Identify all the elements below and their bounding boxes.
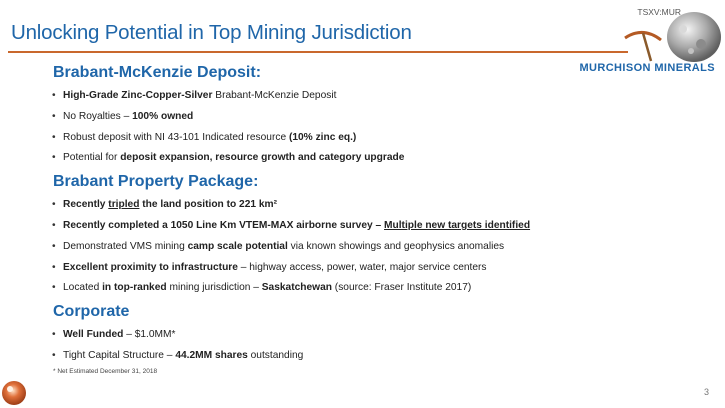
bullet-text: Recently completed a 1050 Line Km VTEM-MAX airborne survey – — [63, 219, 385, 231]
bullet-text: Saskatchewan — [261, 282, 332, 294]
bullet-text: in top-ranked — [102, 282, 167, 294]
bullet-item — [53, 195, 685, 216]
pickaxe-icon — [621, 28, 665, 62]
bullet-text: 44.2MM shares — [175, 349, 248, 361]
section-heading: Brabant Property Package: — [53, 173, 259, 191]
bullet-list — [53, 195, 685, 299]
section-heading: Brabant-McKenzie Deposit: — [53, 64, 262, 81]
bullet-item — [53, 237, 685, 258]
bullet-text: High-Grade Zinc-Copper-Silver — [63, 90, 213, 101]
bullet-item — [53, 346, 685, 367]
ticker-symbol: TSXV:MUR — [637, 7, 681, 17]
ore-rock-icon — [661, 7, 723, 65]
bullet-text: via known showings and geophysics anomalies — [287, 240, 505, 252]
bullet-list — [53, 86, 685, 169]
bullet-text: (10% zinc eq.) — [288, 131, 357, 143]
slide-content — [53, 64, 685, 371]
bullet-text: – $1.0MM* — [123, 329, 176, 341]
bullet-text: Recently — [63, 199, 109, 211]
bullet-text: Brabant-McKenzie Deposit — [212, 90, 337, 101]
bullet-text: Potential for — [63, 152, 121, 164]
bullet-text: No Royalties – — [63, 110, 133, 122]
bullet-text: (source: Fraser Institute 2017) — [331, 282, 472, 294]
bullet-text: Demonstrated VMS mining — [63, 240, 188, 252]
bullet-item — [53, 128, 685, 149]
footnote: * Net Estimated December 31, 2018 — [53, 368, 158, 375]
bullet-item — [53, 325, 685, 346]
bullet-text: 100% owned — [132, 110, 194, 122]
bullet-item — [53, 86, 685, 107]
bullet-text: Tight Capital Structure – — [63, 349, 176, 361]
bullet-text: – highway access, power, water, major service centers — [237, 261, 487, 273]
section-heading: Corporate — [53, 303, 130, 321]
bullet-text: outstanding — [247, 349, 304, 361]
bullet-item — [53, 258, 685, 279]
page-number: 3 — [703, 387, 709, 397]
slide-title: Unlocking Potential in Top Mining Jurisdiction — [11, 21, 412, 44]
bullet-text: Excellent proximity to infrastructure — [63, 261, 238, 273]
title-underline — [8, 51, 628, 53]
bullet-text: Well Funded — [63, 329, 124, 341]
bullet-text: the land position to 221 km² — [139, 199, 277, 211]
bullet-list — [53, 325, 685, 367]
bullet-text: deposit expansion, resource growth and category upgrade — [120, 152, 405, 164]
bullet-item — [53, 107, 685, 128]
bullet-text: mining jurisdiction – — [166, 282, 262, 294]
bullet-item — [53, 278, 685, 299]
company-logo: MURCHISON MINERALS — [579, 62, 715, 74]
ore-sphere-icon — [0, 374, 30, 408]
bullet-text: Multiple new targets identified — [384, 219, 531, 231]
bullet-item — [53, 216, 685, 237]
bullet-text: Robust deposit with NI 43-101 Indicated resource — [63, 131, 289, 143]
bullet-text: tripled — [108, 199, 140, 211]
bullet-text: Located — [63, 282, 103, 294]
bullet-item — [53, 148, 685, 169]
bullet-text: camp scale potential — [187, 240, 288, 252]
